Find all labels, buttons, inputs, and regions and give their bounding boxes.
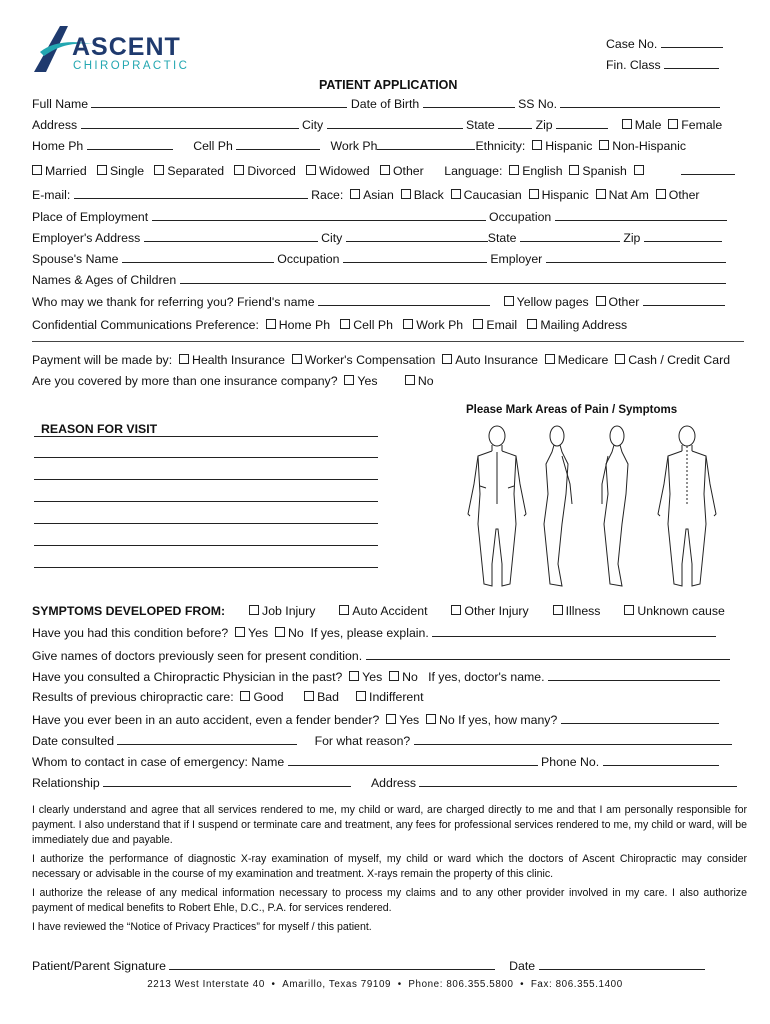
indifferent-checkbox[interactable] (356, 691, 366, 701)
auto-insurance-label: Auto Insurance (455, 353, 538, 367)
indifferent-label: Indifferent (369, 690, 424, 704)
city-field[interactable] (327, 117, 463, 129)
spouse-occupation-label: Occupation (277, 252, 340, 266)
doctors-field[interactable] (366, 648, 730, 660)
row-doctors (32, 648, 738, 663)
asian-label: Asian (363, 188, 394, 202)
dob-field[interactable] (423, 96, 515, 108)
conf-mail-checkbox[interactable] (527, 319, 537, 329)
pain-diagram-title: Please Mark Areas of Pain / Symptoms (466, 404, 678, 416)
state-field[interactable] (498, 117, 532, 129)
employer-city-field[interactable] (346, 230, 488, 242)
zip-label: Zip (535, 118, 553, 132)
employer-address-label: Employer's Address (32, 231, 141, 245)
emergency-name-field[interactable] (288, 754, 538, 766)
referral-label: Who may we thank for referring you? Friend's name (32, 295, 315, 309)
employer-state-field[interactable] (520, 230, 620, 242)
row-employer-address (32, 230, 738, 245)
race-hispanic-label: Hispanic (541, 188, 589, 202)
reason-heading: REASON FOR VISIT (41, 422, 158, 436)
row-results (32, 690, 738, 704)
date-consulted-field[interactable] (117, 733, 297, 745)
row-full-name (32, 96, 738, 111)
emergency-address-label: Address (370, 776, 417, 790)
row-children (32, 272, 738, 287)
employer-zip-field[interactable] (644, 230, 722, 242)
relationship-label: Relationship (32, 776, 100, 790)
separated-label: Separated (167, 164, 225, 178)
logo-subtitle: CHIROPRACTIC (73, 60, 190, 72)
reason-line[interactable] (34, 436, 378, 437)
widowed-checkbox[interactable] (306, 165, 316, 175)
reason-line[interactable] (34, 567, 378, 568)
case-no-label: Case No. (606, 37, 658, 51)
row-spouse (32, 251, 738, 266)
children-field[interactable] (180, 272, 726, 284)
divider (32, 341, 744, 342)
hispanic-label: Hispanic (545, 139, 593, 153)
conf-work-label: Work Ph (416, 318, 464, 332)
referral-other-label: Other (608, 295, 640, 309)
footer-city: Amarillo, Texas 79109 (282, 979, 392, 990)
health-insurance-label: Health Insurance (191, 353, 285, 367)
unknown-cause-label: Unknown cause (637, 604, 725, 618)
other-marital-label: Other (392, 164, 424, 178)
cash-card-label: Cash / Credit Card (628, 353, 731, 367)
condition-yes-checkbox[interactable] (235, 627, 245, 637)
employer-address-field[interactable] (144, 230, 318, 242)
spouse-occupation-field[interactable] (343, 251, 487, 263)
row-symptoms (32, 604, 738, 618)
cell-ph-label: Cell Ph (193, 139, 233, 153)
spouse-field[interactable] (122, 251, 274, 263)
row-emergency (32, 754, 738, 769)
row-confidential (32, 318, 738, 332)
male-label: Male (634, 118, 662, 132)
english-label: English (522, 164, 563, 178)
form-title: PATIENT APPLICATION (319, 78, 458, 92)
race-hispanic-checkbox[interactable] (529, 189, 539, 199)
spouse-employer-label: Employer (490, 252, 543, 266)
race-other-label: Other (668, 188, 700, 202)
female-label: Female (681, 118, 723, 132)
non-hispanic-checkbox[interactable] (599, 140, 609, 150)
fin-class-field[interactable] (664, 57, 719, 69)
relationship-field[interactable] (103, 775, 351, 787)
explain-label: If yes, please explain. (310, 626, 429, 640)
accident-yes-label: Yes (399, 713, 420, 727)
accident-no-checkbox[interactable] (426, 714, 436, 724)
divorced-label: Divorced (247, 164, 296, 178)
language-label: Language: (444, 164, 503, 178)
cash-card-checkbox[interactable] (615, 354, 625, 364)
medicare-checkbox[interactable] (545, 354, 555, 364)
emergency-label: Whom to contact in case of emergency: Name (32, 755, 285, 769)
condition-no-label: No (287, 626, 304, 640)
consult-reason-field[interactable] (414, 733, 732, 745)
email-label: E-mail: (32, 188, 71, 202)
ethnicity-label: Ethnicity: (475, 139, 526, 153)
male-checkbox[interactable] (622, 119, 632, 129)
conf-home-label: Home Ph (278, 318, 331, 332)
conf-home-checkbox[interactable] (266, 319, 276, 329)
ssn-label: SS No. (518, 97, 558, 111)
reason-line[interactable] (34, 479, 378, 480)
release-authorization: I authorize the release of any medical information necessary to process my claims and to any other provider involved in my care. I also authorize payment of medical benefits to Robert Ehle, D.C., P.A. for services rendered. (32, 887, 747, 914)
conf-email-checkbox[interactable] (473, 319, 483, 329)
row-payment (32, 353, 738, 367)
job-injury-label: Job Injury (262, 604, 316, 618)
children-label: Names & Ages of Children (32, 273, 177, 287)
employer-zip-label: Zip (623, 231, 641, 245)
nat-am-label: Nat Am (608, 188, 649, 202)
conf-mail-label: Mailing Address (540, 318, 628, 332)
divorced-checkbox[interactable] (234, 165, 244, 175)
footer-fax: Fax: 806.355.1400 (530, 979, 623, 990)
row-marital (32, 163, 738, 178)
case-no-field[interactable] (661, 36, 723, 48)
spouse-label: Spouse's Name (32, 252, 119, 266)
signature-label: Patient/Parent Signature (32, 959, 166, 973)
conf-cell-label: Cell Ph (353, 318, 393, 332)
medicare-label: Medicare (557, 353, 609, 367)
case-no (606, 36, 723, 51)
workers-comp-checkbox[interactable] (292, 354, 302, 364)
nat-am-checkbox[interactable] (596, 189, 606, 199)
zip-field[interactable] (556, 117, 608, 129)
caucasian-label: Caucasian (463, 188, 522, 202)
privacy-notice: I have reviewed the “Notice of Privacy Practices” for myself / this patient. (32, 921, 372, 933)
row-referral (32, 294, 738, 309)
footer (0, 979, 770, 990)
date-consulted-label: Date consulted (32, 734, 115, 748)
chiro-past-label: Have you consulted a Chiropractic Physician in the past? (32, 670, 343, 684)
unknown-cause-checkbox[interactable] (624, 605, 634, 615)
chiro-no-checkbox[interactable] (389, 671, 399, 681)
hispanic-checkbox[interactable] (532, 140, 542, 150)
ssn-field[interactable] (560, 96, 720, 108)
conf-email-label: Email (486, 318, 518, 332)
non-hispanic-label: Non-Hispanic (612, 139, 687, 153)
row-email (32, 187, 738, 202)
signature-date-label: Date (509, 959, 536, 973)
married-checkbox[interactable] (32, 165, 42, 175)
footer-separator: • (271, 979, 276, 990)
employment-field[interactable] (152, 209, 486, 221)
row-covered (32, 374, 738, 388)
widowed-label: Widowed (319, 164, 370, 178)
referral-other-checkbox[interactable] (596, 296, 606, 306)
yellow-pages-label: Yellow pages (516, 295, 589, 309)
work-ph-label: Work Ph (330, 139, 378, 153)
signature-date-field[interactable] (539, 958, 705, 970)
job-injury-checkbox[interactable] (249, 605, 259, 615)
other-injury-checkbox[interactable] (451, 605, 461, 615)
covered-yes-checkbox[interactable] (344, 375, 354, 385)
address-label: Address (32, 118, 78, 132)
symptoms-label: SYMPTOMS DEVELOPED FROM: (32, 604, 226, 618)
xray-authorization: I authorize the performance of diagnostic X-ray examination of myself, my child or ward which the doctors of Ascent Chiropractic may consider necessary or advisable in the course of my examination and treatment. X-rays remain the property of this clinic. (32, 853, 747, 880)
good-checkbox[interactable] (240, 691, 250, 701)
covered-no-label: No (417, 374, 434, 388)
occupation-label: Occupation (489, 210, 552, 224)
doctor-name-field[interactable] (548, 669, 720, 681)
footer-phone: Phone: 806.355.5800 (408, 979, 514, 990)
explain-field[interactable] (432, 625, 716, 637)
caucasian-checkbox[interactable] (451, 189, 461, 199)
signature-field[interactable] (169, 958, 495, 970)
address-field[interactable] (81, 117, 299, 129)
email-field[interactable] (74, 187, 308, 199)
black-checkbox[interactable] (401, 189, 411, 199)
row-date-consulted (32, 733, 738, 748)
good-label: Good (253, 690, 284, 704)
female-checkbox[interactable] (668, 119, 678, 129)
condition-yes-label: Yes (248, 626, 269, 640)
fin-class (606, 57, 719, 72)
cell-ph-field[interactable] (236, 138, 320, 150)
single-checkbox[interactable] (97, 165, 107, 175)
footer-address: 2213 West Interstate 40 (147, 979, 265, 990)
single-label: Single (109, 164, 145, 178)
race-label: Race: (311, 188, 344, 202)
row-chiro-past (32, 669, 738, 684)
other-marital-checkbox[interactable] (380, 165, 390, 175)
full-name-field[interactable] (91, 96, 347, 108)
condition-no-checkbox[interactable] (275, 627, 285, 637)
other-language-field[interactable] (681, 163, 735, 175)
other-injury-label: Other Injury (464, 604, 529, 618)
auto-accident-q-label: Have you ever been in an auto accident, even a fender bender? (32, 713, 380, 727)
emergency-phone-label: Phone No. (541, 755, 600, 769)
body-side-figure-left[interactable] (544, 426, 572, 586)
accident-count-field[interactable] (561, 712, 719, 724)
spanish-label: Spanish (582, 164, 627, 178)
row-condition-before (32, 625, 738, 640)
body-front-figure[interactable] (468, 426, 526, 586)
yellow-pages-checkbox[interactable] (504, 296, 514, 306)
home-ph-label: Home Ph (32, 139, 84, 153)
logo-name: ASCENT (72, 33, 181, 61)
city-label: City (301, 118, 324, 132)
conf-cell-checkbox[interactable] (340, 319, 350, 329)
condition-before-label: Have you had this condition before? (32, 626, 229, 640)
bad-checkbox[interactable] (304, 691, 314, 701)
spouse-employer-field[interactable] (546, 251, 726, 263)
conf-work-checkbox[interactable] (403, 319, 413, 329)
spanish-checkbox[interactable] (569, 165, 579, 175)
row-phones (32, 138, 738, 153)
row-auto-accident (32, 712, 738, 727)
separated-checkbox[interactable] (154, 165, 164, 175)
logo (30, 18, 200, 76)
doctors-label: Give names of doctors previously seen for present condition. (32, 649, 363, 663)
row-relationship (32, 775, 738, 790)
illness-checkbox[interactable] (553, 605, 563, 615)
race-other-checkbox[interactable] (656, 189, 666, 199)
row-address (32, 117, 738, 132)
workers-comp-label: Worker's Compensation (304, 353, 436, 367)
english-checkbox[interactable] (509, 165, 519, 175)
row-signature (32, 958, 738, 973)
employer-state-label: State (487, 231, 517, 245)
covered-no-checkbox[interactable] (405, 375, 415, 385)
referral-field[interactable] (318, 294, 490, 306)
full-name-label: Full Name (32, 97, 89, 111)
accident-yes-checkbox[interactable] (386, 714, 396, 724)
chiro-no-label: No (402, 670, 418, 684)
fin-class-label: Fin. Class (606, 58, 661, 72)
black-label: Black (413, 188, 444, 202)
auto-accident-label: Auto Accident (352, 604, 428, 618)
body-diagram[interactable] (452, 424, 742, 594)
dob-label: Date of Birth (350, 97, 420, 111)
bad-label: Bad (317, 690, 339, 704)
auto-accident-checkbox[interactable] (339, 605, 349, 615)
payment-agreement: I clearly understand and agree that all services rendered to me, my child or ward, are charged directly to me and that I am personally responsible for payment. I also understand that if I suspend or terminate care and treatment, any fees for professional services rendered to me, my child or ward, will be immediately due and payable. (32, 804, 747, 846)
conf-label: Confidential Communications Preference: (32, 318, 259, 332)
other-language-checkbox[interactable] (634, 165, 644, 175)
work-ph-field[interactable] (377, 138, 475, 150)
results-label: Results of previous chiropractic care: (32, 690, 234, 704)
auto-insurance-checkbox[interactable] (442, 354, 452, 364)
reason-line[interactable] (34, 545, 378, 546)
reason-line[interactable] (34, 523, 378, 524)
covered-yes-label: Yes (357, 374, 378, 388)
row-employment (32, 209, 738, 224)
footer-separator: • (397, 979, 402, 990)
married-label: Married (45, 164, 87, 178)
doctor-name-label: If yes, doctor's name. (428, 670, 545, 684)
covered-label: Are you covered by more than one insurance company? (32, 374, 338, 388)
emergency-phone-field[interactable] (603, 754, 719, 766)
referral-other-field[interactable] (643, 294, 725, 306)
reason-line[interactable] (34, 501, 378, 502)
home-ph-field[interactable] (87, 138, 173, 150)
consult-reason-label: For what reason? (314, 734, 411, 748)
chiro-yes-label: Yes (362, 670, 383, 684)
emergency-address-field[interactable] (419, 775, 737, 787)
state-label: State (466, 118, 495, 132)
reason-line[interactable] (34, 457, 378, 458)
health-insurance-checkbox[interactable] (179, 354, 189, 364)
body-side-figure-right[interactable] (602, 426, 628, 586)
body-back-figure[interactable] (658, 426, 716, 586)
accident-no-label: No If yes, how many? (439, 713, 558, 727)
chiro-yes-checkbox[interactable] (349, 671, 359, 681)
payment-label: Payment will be made by: (32, 353, 173, 367)
illness-label: Illness (565, 604, 601, 618)
asian-checkbox[interactable] (350, 189, 360, 199)
employment-label: Place of Employment (32, 210, 149, 224)
employer-city-label: City (321, 231, 343, 245)
footer-separator: • (520, 979, 525, 990)
occupation-field[interactable] (555, 209, 727, 221)
